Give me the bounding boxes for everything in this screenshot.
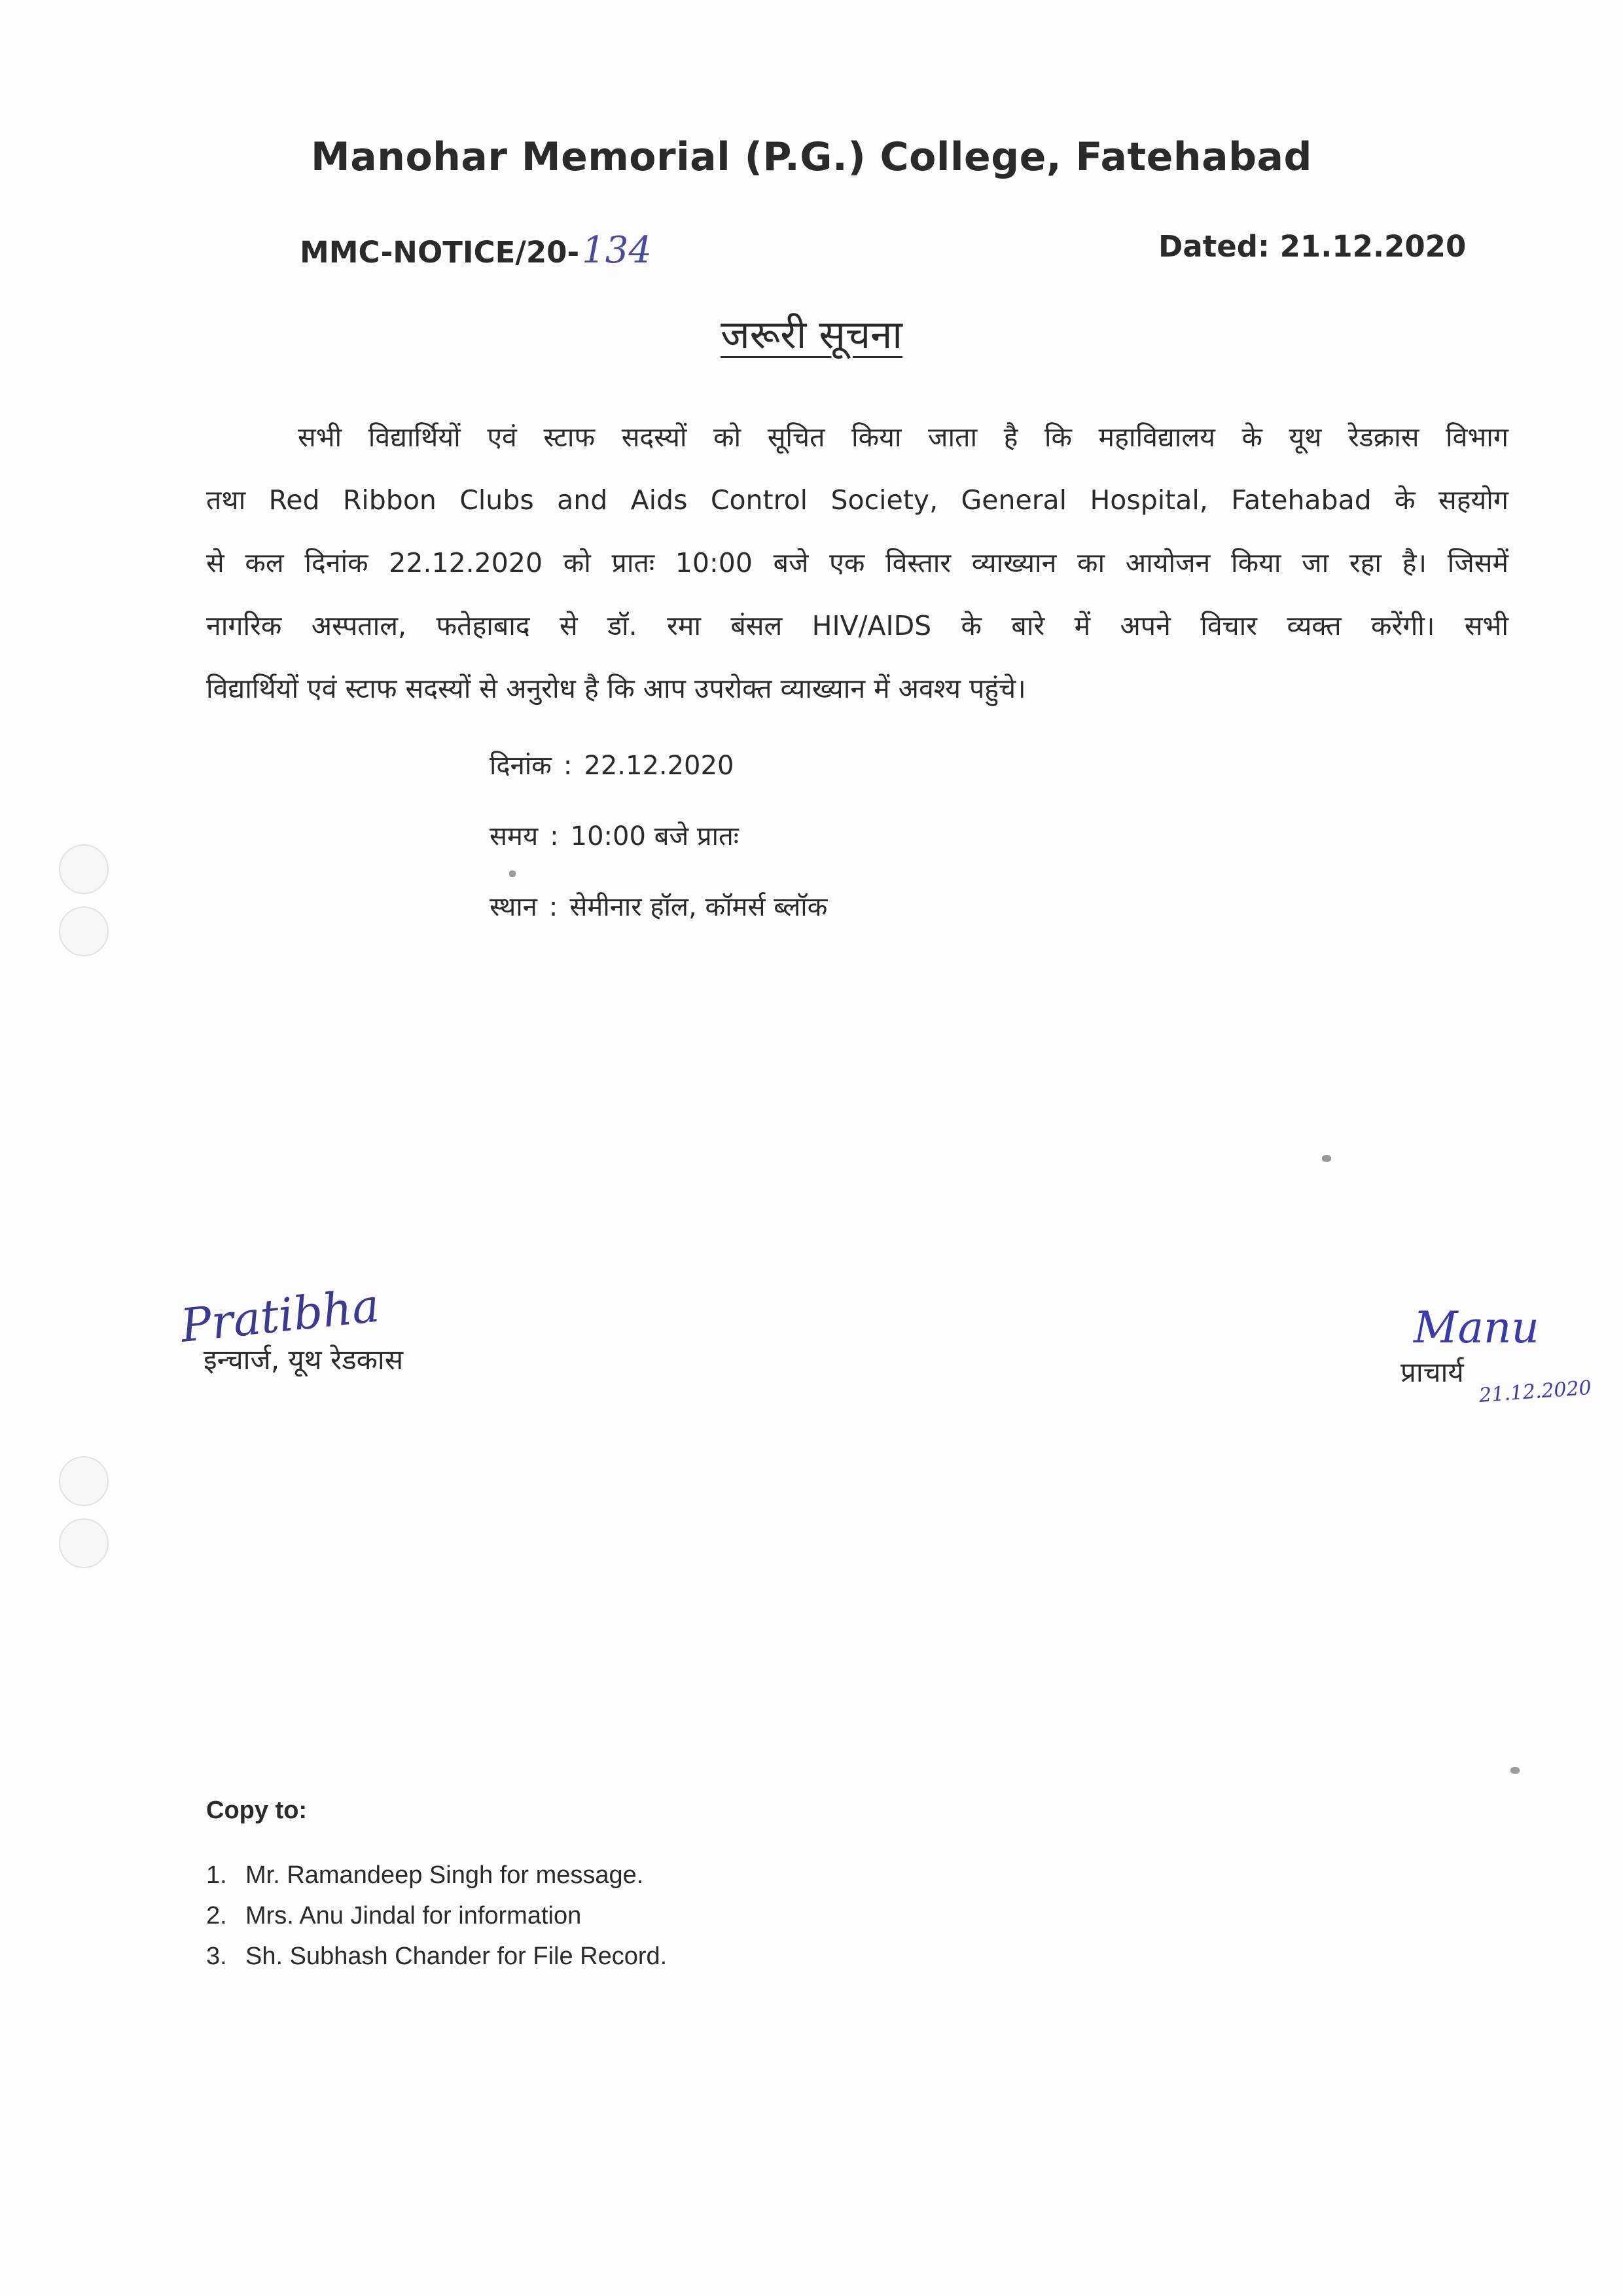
detail-label: समय bbox=[490, 821, 539, 852]
copy-to-item bbox=[206, 1936, 667, 1977]
incharge-signature-block bbox=[167, 1278, 494, 1378]
copy-item-number: 3. bbox=[206, 1943, 227, 1970]
copy-to-item bbox=[206, 1895, 667, 1936]
detail-separator: : bbox=[548, 892, 558, 922]
notice-heading-text: जरूरी सूचना bbox=[721, 312, 902, 358]
detail-separator: : bbox=[550, 821, 559, 852]
incharge-signature: Pratibha bbox=[178, 1278, 382, 1353]
reference-number bbox=[300, 229, 652, 272]
copy-item-text: Mrs. Anu Jindal for information bbox=[245, 1902, 582, 1929]
detail-value: सेमीनार हॉल, कॉमर्स ब्लॉक bbox=[569, 892, 828, 922]
detail-label: दिनांक bbox=[490, 751, 552, 781]
scan-speck bbox=[1322, 1155, 1331, 1162]
reference-prefix: MMC-NOTICE/20- bbox=[300, 235, 580, 270]
principal-signature-block bbox=[1400, 1302, 1610, 1407]
detail-date bbox=[490, 746, 827, 817]
scan-speck bbox=[1510, 1767, 1520, 1774]
copy-item-text: Sh. Subhash Chander for File Record. bbox=[245, 1943, 668, 1970]
reference-handwritten-number: 134 bbox=[582, 229, 652, 272]
principal-signature: Manu bbox=[1414, 1302, 1539, 1353]
copy-to-section bbox=[206, 1797, 667, 1977]
punch-hole bbox=[59, 906, 109, 956]
punch-hole bbox=[59, 1518, 109, 1568]
incharge-role: इन्चार्ज, यूथ रेडकास bbox=[204, 1344, 404, 1376]
event-details bbox=[490, 746, 827, 958]
notice-date: Dated: 21.12.2020 bbox=[1158, 229, 1467, 264]
detail-value: 10:00 बजे प्रातः bbox=[570, 821, 739, 852]
copy-to-item bbox=[206, 1855, 667, 1895]
body-line: विद्यार्थियों एवं स्टाफ सदस्यों से अनुरोध है कि आप उपरोक्त व्याख्यान में अवश्य पहुंचे। bbox=[206, 673, 1026, 704]
detail-value: 22.12.2020 bbox=[584, 751, 734, 781]
detail-venue bbox=[490, 888, 827, 958]
body-line: नागरिक अस्पताल, फतेहाबाद से डॉ. रमा बंसल HIV/AIDS के बारे में अपने विचार व्यक्त करेंगी। सभी bbox=[206, 610, 1508, 641]
college-name: Manohar Memorial (P.G.) College, Fatehabad bbox=[311, 134, 1312, 180]
punch-hole bbox=[59, 844, 109, 894]
punch-hole bbox=[59, 1456, 109, 1506]
copy-item-text: Mr. Ramandeep Singh for message. bbox=[245, 1861, 644, 1889]
copy-to-heading: Copy to: bbox=[206, 1797, 308, 1824]
principal-signature-date: 21.12.2020 bbox=[1478, 1376, 1592, 1407]
copy-item-number: 2. bbox=[206, 1902, 227, 1929]
body-line: तथा Red Ribbon Clubs and Aids Control Society, General Hospital, Fatehabad के सहयोग bbox=[206, 484, 1508, 516]
notice-body bbox=[206, 406, 1508, 720]
detail-separator: : bbox=[563, 751, 573, 781]
detail-time bbox=[490, 817, 827, 888]
copy-item-number: 1. bbox=[206, 1861, 227, 1889]
notice-heading bbox=[0, 306, 1623, 360]
body-line: से कल दिनांक 22.12.2020 को प्रातः 10:00 बजे एक विस्तार व्याख्यान का आयोजन किया जा रहा है। जिसमें bbox=[206, 547, 1508, 579]
body-line: सभी विद्यार्थियों एवं स्टाफ सदस्यों को सूचित किया जाता है कि महाविद्यालय के यूथ रेडक्रास विभाग bbox=[298, 422, 1508, 453]
principal-role: प्राचार्य bbox=[1400, 1356, 1464, 1388]
detail-label: स्थान bbox=[490, 892, 537, 922]
